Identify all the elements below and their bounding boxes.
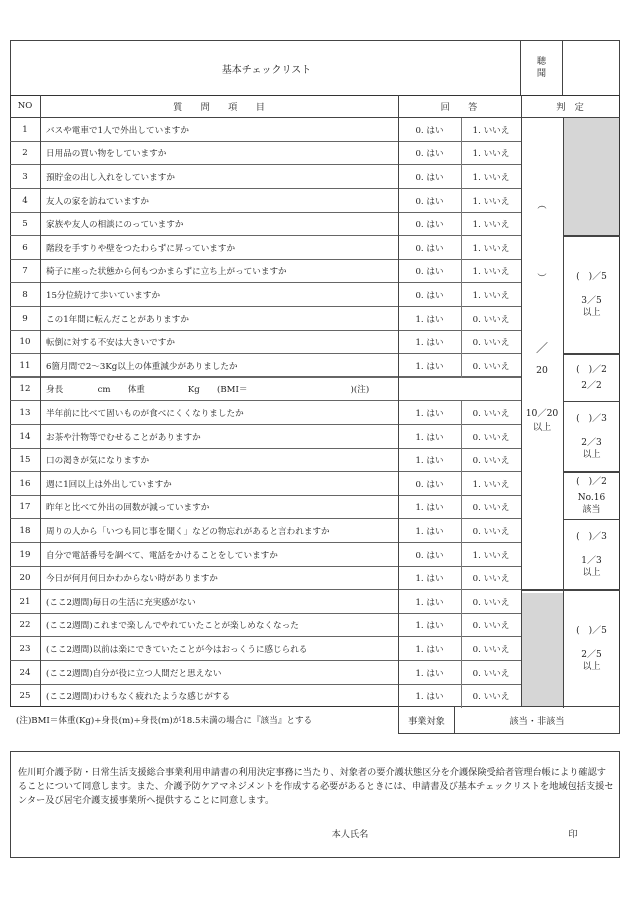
row-number: 9	[22, 313, 28, 324]
answer-option-b[interactable]: 1. いいえ	[472, 267, 510, 278]
question-text: (ここ2週間)毎日の生活に充実感がない	[46, 597, 196, 608]
row-number: 8	[22, 289, 28, 300]
answer-option-b[interactable]: 0. いいえ	[472, 621, 510, 632]
col-judgement: 判 定	[556, 102, 584, 113]
answer-divider	[461, 637, 462, 661]
answer-option-a[interactable]: 1. はい	[415, 692, 444, 703]
question-text: 6箇月間で2～3Kg以上の体重減少がありましたか	[46, 361, 238, 372]
row-number: 17	[19, 502, 31, 513]
answer-option-a[interactable]: 0. はい	[415, 550, 444, 561]
answer-option-b[interactable]: 0. いいえ	[472, 408, 510, 419]
answer-option-b[interactable]: 0. いいえ	[472, 574, 510, 585]
table-row	[10, 496, 620, 520]
question-text: 預貯金の出し入れをしていますか	[46, 172, 175, 183]
answer-option-b[interactable]: 1. いいえ	[472, 220, 510, 231]
judge-group	[563, 472, 620, 519]
table-row	[10, 614, 620, 638]
answer-option-b[interactable]: 0. いいえ	[472, 597, 510, 608]
answer-option-b[interactable]: 1. いいえ	[472, 550, 510, 561]
question-text: 今日が何月何日かわからない時がありますか	[46, 574, 218, 585]
answer-divider	[461, 566, 462, 590]
answer-option-b[interactable]: 0. いいえ	[472, 361, 510, 372]
answer-divider	[461, 496, 462, 520]
col-question: 質 問 項 目	[173, 102, 265, 113]
table-row	[10, 543, 620, 567]
judge-group-divider	[563, 353, 620, 354]
question-text: バスや電車で1人で外出していますか	[46, 125, 189, 136]
answer-divider	[461, 330, 462, 354]
question-text: 家族や友人の相談にのっていますか	[46, 220, 184, 231]
answer-option-a[interactable]: 1. はい	[415, 526, 444, 537]
consent-text: 佐川町介護予防・日常生活支援総合事業利用申請書の利用決定事務に当たり、対象者の要介護状態区分を介護保険受給者管理台帳により確認することについて同意します。また、介護予防ケアマネジメントを作成する必要があるときには、申請書及び基本チェックリストを地域包括支援センター及び居宅介護支援事業所へ提供することに同意します。	[18, 767, 614, 806]
table-row	[10, 142, 620, 166]
question-text: 周りの人から「いつも同じ事を聞く」などの物忘れがあると言われますか	[46, 526, 330, 537]
judge-group-divider	[563, 519, 620, 520]
judge-threshold: 2／2	[581, 380, 602, 391]
answer-option-a[interactable]: 0. はい	[415, 290, 444, 301]
judge-threshold: 2／3	[581, 437, 602, 448]
row-number: 11	[19, 360, 31, 371]
answer-option-a[interactable]: 1. はい	[415, 503, 444, 514]
answer-option-a[interactable]: 1. はい	[415, 338, 444, 349]
judge-threshold-above: 以上	[582, 567, 601, 578]
answer-option-b[interactable]: 1. いいえ	[472, 243, 510, 254]
target-label: 事業対象	[408, 716, 445, 727]
paren-top: ︵	[537, 200, 547, 211]
table-row	[10, 590, 620, 614]
answer-option-a[interactable]: 0. はい	[415, 149, 444, 160]
answer-option-b[interactable]: 0. いいえ	[472, 432, 510, 443]
answer-option-b[interactable]: 1. いいえ	[472, 149, 510, 160]
row-number: 4	[22, 195, 28, 206]
answer-option-b[interactable]: 1. いいえ	[472, 125, 510, 136]
judge-score[interactable]: ( )／5	[576, 272, 607, 282]
answer-option-b[interactable]: 0. いいえ	[472, 314, 510, 325]
answer-option-a[interactable]: 1. はい	[415, 668, 444, 679]
answer-option-b[interactable]: 1. いいえ	[472, 172, 510, 183]
judge-threshold-above: 以上	[582, 449, 601, 460]
signature-label: 本人氏名	[331, 829, 369, 840]
answer-option-b[interactable]: 0. いいえ	[472, 668, 510, 679]
question-text: (ここ2週間)わけもなく疲れたような感じがする	[46, 692, 231, 703]
target-value[interactable]: 該当・非該当	[509, 716, 565, 727]
judge-group-divider	[563, 471, 620, 472]
answer-option-a[interactable]: 0. はい	[415, 267, 444, 278]
judge-group-divider	[563, 589, 620, 590]
answer-divider	[461, 590, 462, 614]
answer-divider	[461, 189, 462, 213]
row-number: 23	[19, 643, 31, 654]
row-number: 7	[22, 266, 28, 277]
question-text: 口の渇きが気になりますか	[46, 456, 150, 467]
question-text: 階段を手すりや壁をつたわらずに昇っていますか	[46, 243, 236, 254]
judge-group	[563, 519, 620, 590]
judge-threshold-above: 以上	[582, 662, 601, 672]
judge-group-divider	[563, 235, 620, 236]
answer-option-a[interactable]: 1. はい	[415, 432, 444, 443]
answer-option-b[interactable]: 0. いいえ	[472, 526, 510, 537]
answer-divider	[461, 118, 462, 142]
title-box	[10, 40, 521, 95]
vline-answer	[398, 95, 399, 707]
row-number: 5	[22, 219, 28, 230]
table-row	[10, 165, 620, 189]
answer-option-a[interactable]: 1. はい	[415, 361, 444, 372]
page-title: 基本チェックリスト	[221, 65, 312, 76]
answer-option-b[interactable]: 1. いいえ	[472, 196, 510, 207]
col-answer: 回 答	[440, 102, 478, 113]
answer-option-a[interactable]: 0. はい	[415, 479, 444, 490]
judge-group	[563, 236, 620, 354]
question-text: 転倒に対する不安は大きいですか	[46, 338, 175, 349]
table-row	[10, 212, 620, 236]
col-no: NO	[17, 101, 33, 111]
table-row	[10, 637, 620, 661]
answer-option-b[interactable]: 0. いいえ	[472, 692, 510, 703]
row-number: 20	[19, 573, 31, 584]
judge-group-divider	[563, 401, 620, 402]
answer-divider	[461, 425, 462, 449]
question-text: 身長 cm 体重 Kg (BMI＝ )(注)	[46, 385, 370, 396]
judge-group-text	[563, 354, 620, 401]
answer-option-a[interactable]: 1. はい	[415, 574, 444, 585]
answer-divider	[461, 212, 462, 236]
table-row	[10, 448, 620, 472]
judge-threshold: 2／5	[581, 650, 602, 660]
row-number: 2	[22, 148, 28, 159]
judge-group-text	[563, 472, 620, 519]
paren-bottom: ︶	[537, 273, 547, 284]
judge-group-text	[563, 236, 620, 354]
question-text: この1年間に転んだことがありますか	[46, 314, 189, 325]
row-number: 3	[22, 171, 28, 182]
question-text: 昨年と比べて外出の回数が減っていますか	[46, 503, 210, 514]
answer-option-a[interactable]: 1. はい	[415, 644, 444, 655]
table-row	[10, 378, 620, 402]
answer-option-b[interactable]: 0. いいえ	[472, 338, 510, 349]
answer-divider	[461, 519, 462, 543]
answer-divider	[461, 543, 462, 567]
row-number: 18	[19, 525, 31, 536]
judge-group	[563, 354, 620, 401]
answer-option-a[interactable]: 0. はい	[415, 196, 444, 207]
answer-option-a[interactable]: 1. はい	[415, 408, 444, 419]
answer-option-b[interactable]: 0. いいえ	[472, 456, 510, 467]
row-number: 6	[22, 242, 28, 253]
checklist-page	[10, 40, 620, 858]
table-row	[10, 519, 620, 543]
judge-threshold: 1／3	[581, 555, 602, 566]
row-number: 1	[22, 124, 28, 135]
answer-option-a[interactable]: 1. はい	[415, 597, 444, 608]
answer-option-b[interactable]: 1. いいえ	[472, 479, 510, 490]
table-row	[10, 661, 620, 685]
row-number: 24	[19, 667, 31, 678]
bmi-note: (注)BMI＝体重(Kg)÷身長(m)÷身長(m)が18.5未満の場合に『該当』とする	[16, 716, 313, 726]
answer-divider	[461, 307, 462, 331]
row-number: 13	[19, 407, 31, 418]
total-threshold-above: 以上	[532, 422, 552, 433]
row-number: 19	[19, 549, 31, 560]
row-number: 12	[19, 384, 31, 395]
answer-option-a[interactable]: 0. はい	[415, 243, 444, 254]
answer-option-b[interactable]: 0. いいえ	[472, 644, 510, 655]
question-text: お茶や汁物等でむせることがありますか	[46, 432, 201, 443]
judge-threshold: 3／5	[581, 296, 602, 306]
answer-divider	[461, 354, 462, 378]
row-number: 25	[19, 691, 31, 702]
judge-group-text	[563, 519, 620, 590]
row-number: 22	[19, 620, 31, 631]
answer-option-a[interactable]: 0. はい	[415, 172, 444, 183]
judge-group-text	[563, 401, 620, 472]
answer-divider	[461, 472, 462, 496]
row-number: 14	[19, 431, 31, 442]
answer-divider	[461, 614, 462, 638]
question-text: 15分位続けて歩いていますか	[46, 290, 161, 301]
answer-divider	[461, 260, 462, 284]
total-slash: ／	[535, 340, 548, 355]
judge-group	[563, 590, 620, 708]
table-row	[10, 236, 620, 260]
total-denominator: 20	[536, 364, 548, 376]
answer-divider	[461, 661, 462, 685]
answer-option-a[interactable]: 0. はい	[415, 125, 444, 136]
vline-no	[40, 95, 41, 707]
judge-threshold-above: 該当	[582, 504, 601, 515]
answer-option-b[interactable]: 1. いいえ	[472, 290, 510, 301]
answer-divider	[461, 283, 462, 307]
judge-total-divider	[521, 589, 563, 590]
hearing-label: 聴 聞	[536, 55, 547, 79]
seal-mark: 印	[568, 829, 578, 840]
judge-score[interactable]: ( )／3	[576, 413, 607, 424]
row-number: 21	[19, 596, 31, 607]
row-number: 15	[19, 455, 31, 466]
answer-divider	[461, 142, 462, 166]
question-text: (ここ2週間)これまで楽しんでやれていたことが楽しめなくなった	[46, 621, 299, 632]
table-row	[10, 283, 620, 307]
judge-group	[563, 401, 620, 472]
answer-divider	[461, 165, 462, 189]
vline-judge-inner	[563, 118, 564, 708]
answer-option-a[interactable]: 0. はい	[415, 220, 444, 231]
judge-score[interactable]: ( )／2	[576, 476, 607, 487]
question-text: 椅子に座った状態から何もつかまらずに立ち上がっていますか	[46, 267, 287, 278]
table-row	[10, 307, 620, 331]
row-number: 16	[19, 478, 31, 489]
judge-threshold: No.16	[577, 492, 606, 503]
row-number: 10	[19, 337, 31, 348]
question-text: 週に1回以上は外出していますか	[46, 479, 172, 490]
question-text: 日用品の買い物をしていますか	[46, 149, 167, 160]
question-text: (ここ2週間)以前は楽にできていたことが今はおっくうに感じられる	[46, 644, 308, 655]
hearing-box	[520, 40, 563, 95]
judge-score[interactable]: ( )／3	[576, 531, 607, 542]
judge-threshold-above: 以上	[582, 308, 601, 318]
question-text: 友人の家を訪ねていますか	[46, 196, 149, 207]
table-row	[10, 684, 620, 708]
table-row	[10, 118, 620, 142]
judge-score[interactable]: ( )／5	[576, 626, 607, 636]
judge-score[interactable]: ( )／2	[576, 364, 607, 375]
table-row	[10, 566, 620, 590]
question-text: 自分で電話番号を調べて、電話をかけることをしていますか	[46, 550, 278, 561]
answer-option-a[interactable]: 1. はい	[415, 456, 444, 467]
hearing-value-box[interactable]	[562, 40, 620, 95]
vline-judge	[521, 95, 522, 707]
question-text: (ここ2週間)自分が役に立つ人間だと思えない	[46, 668, 222, 679]
question-text: 半年前に比べて固いものが食べにくくなりましたか	[46, 408, 244, 419]
answer-divider	[461, 448, 462, 472]
answer-divider	[461, 236, 462, 260]
answer-option-a[interactable]: 1. はい	[415, 314, 444, 325]
table-row	[10, 472, 620, 496]
header-line	[10, 117, 620, 118]
judge-group-text	[563, 590, 620, 708]
answer-option-b[interactable]: 0. いいえ	[472, 503, 510, 514]
answer-divider	[461, 684, 462, 708]
answer-divider	[461, 401, 462, 425]
answer-option-a[interactable]: 1. はい	[415, 621, 444, 632]
total-threshold: 10／20	[525, 408, 559, 419]
